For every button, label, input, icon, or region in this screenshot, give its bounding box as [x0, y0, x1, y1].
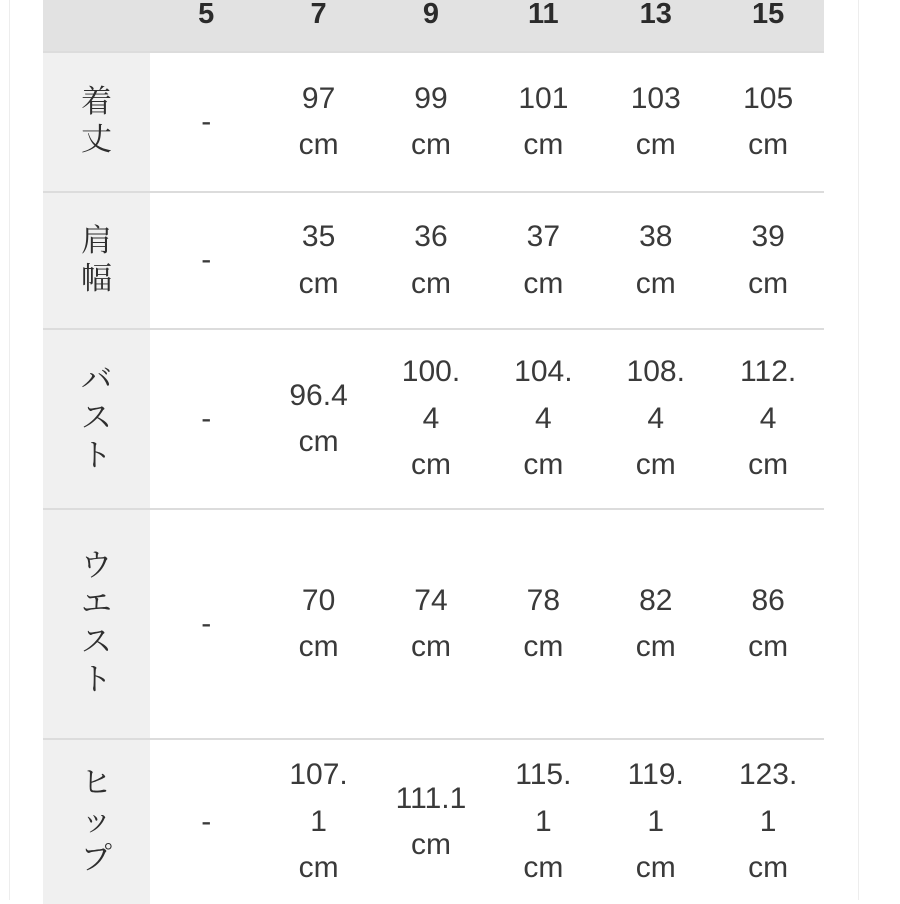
row-label-char: エ	[81, 586, 112, 623]
cell-waist-size-9	[375, 509, 487, 739]
header-corner-cell	[43, 0, 150, 52]
cell-value: 35 cm	[298, 220, 339, 300]
header-size-9	[375, 0, 487, 52]
cell-value: 86 cm	[748, 583, 789, 663]
cell-value: -	[201, 401, 212, 435]
cell-shoulder-width-size-11	[487, 192, 599, 329]
table-row	[43, 509, 824, 739]
cell-value: 112.4 cm	[740, 355, 797, 482]
table-row	[43, 329, 824, 509]
cell-value: 104.4 cm	[514, 355, 573, 482]
header-size-9-label: 9	[422, 0, 440, 30]
cell-value: 115.1 cm	[515, 758, 572, 885]
cell-shoulder-width-size-13	[600, 192, 712, 329]
cell-value: 99 cm	[410, 81, 451, 161]
cell-value: 96.4 cm	[289, 378, 348, 458]
header-size-7-label: 7	[310, 0, 327, 30]
header-size-11	[487, 0, 599, 52]
page-right-rule	[858, 0, 859, 900]
cell-value: 108.4 cm	[626, 355, 685, 482]
cell-shoulder-width-size-7	[262, 192, 374, 329]
cell-body-length-size-11	[487, 52, 599, 192]
cell-body-length-size-5	[150, 52, 262, 192]
cell-value: 103 cm	[630, 81, 681, 161]
cell-waist-size-5	[150, 509, 262, 739]
cell-bust-size-13	[600, 329, 712, 509]
cell-hip-size-15	[712, 739, 824, 904]
cell-value: 39 cm	[748, 220, 789, 300]
cell-waist-size-7	[262, 509, 374, 739]
cell-hip-size-9	[375, 739, 487, 904]
cell-value: 70 cm	[298, 583, 339, 663]
cell-bust-size-15	[712, 329, 824, 509]
cell-value: 119.1 cm	[627, 758, 684, 885]
cell-shoulder-width-size-15	[712, 192, 824, 329]
cell-hip-size-13	[600, 739, 712, 904]
size-chart-header	[43, 0, 824, 52]
header-size-15-label: 15	[752, 0, 785, 30]
cell-value: 101 cm	[518, 81, 569, 161]
cell-bust-size-7	[262, 329, 374, 509]
row-label-char: 着	[81, 84, 112, 121]
header-row	[43, 0, 824, 52]
row-label-char: ッ	[81, 803, 112, 840]
row-label-char: ウ	[81, 548, 112, 585]
cell-shoulder-width-size-5	[150, 192, 262, 329]
size-chart-body	[43, 52, 824, 904]
row-label-waist	[43, 509, 150, 739]
cell-hip-size-11	[487, 739, 599, 904]
cell-value: 111.1 cm	[395, 781, 467, 861]
header-size-7	[262, 0, 374, 52]
cell-waist-size-11	[487, 509, 599, 739]
row-label-char: ス	[81, 400, 112, 437]
table-row	[43, 739, 824, 904]
cell-shoulder-width-size-9	[375, 192, 487, 329]
table-row	[43, 192, 824, 329]
page-left-rule	[9, 0, 10, 900]
size-chart-table	[43, 0, 824, 904]
header-size-11-label: 11	[528, 0, 559, 30]
row-label-char: ス	[81, 624, 112, 660]
cell-waist-size-15	[712, 509, 824, 739]
row-label-char: ト	[81, 661, 112, 698]
row-label-char: 丈	[81, 122, 112, 158]
cell-bust-size-11	[487, 329, 599, 509]
row-label-char: プ	[81, 840, 112, 877]
cell-hip-size-5	[150, 739, 262, 904]
cell-value: 78 cm	[523, 583, 564, 663]
cell-value: 82 cm	[635, 583, 676, 663]
cell-body-length-size-9	[375, 52, 487, 192]
row-label-shoulder-width	[43, 192, 150, 329]
cell-value: -	[201, 606, 212, 640]
cell-value: 100.4 cm	[401, 355, 461, 482]
header-size-13-label: 13	[639, 0, 672, 30]
row-label-body-length	[43, 52, 150, 192]
header-size-5-label: 5	[198, 0, 215, 30]
cell-value: 123.1 cm	[738, 758, 798, 885]
row-label-char: 肩	[81, 222, 112, 259]
cell-hip-size-7	[262, 739, 374, 904]
cell-waist-size-13	[600, 509, 712, 739]
cell-value: 38 cm	[635, 220, 676, 300]
cell-value: 36 cm	[410, 220, 451, 300]
cell-value: -	[201, 243, 212, 277]
cell-value: 107.1 cm	[289, 758, 348, 885]
row-label-char: ト	[81, 437, 112, 474]
cell-body-length-size-7	[262, 52, 374, 192]
row-label-bust	[43, 329, 150, 509]
row-label-hip	[43, 739, 150, 904]
header-size-15	[712, 0, 824, 52]
cell-value: 37 cm	[523, 220, 564, 300]
row-label-char: ヒ	[81, 765, 112, 802]
cell-body-length-size-13	[600, 52, 712, 192]
cell-bust-size-5	[150, 329, 262, 509]
cell-value: 74 cm	[410, 583, 451, 663]
cell-value: -	[201, 804, 212, 838]
header-size-13	[600, 0, 712, 52]
table-row	[43, 52, 824, 192]
row-label-char: バ	[81, 362, 112, 399]
cell-value: 97 cm	[298, 81, 339, 161]
header-size-5	[150, 0, 262, 52]
cell-value: 105 cm	[743, 81, 794, 161]
cell-value: -	[201, 104, 212, 138]
cell-bust-size-9	[375, 329, 487, 509]
row-label-char: 幅	[81, 260, 112, 297]
cell-body-length-size-15	[712, 52, 824, 192]
